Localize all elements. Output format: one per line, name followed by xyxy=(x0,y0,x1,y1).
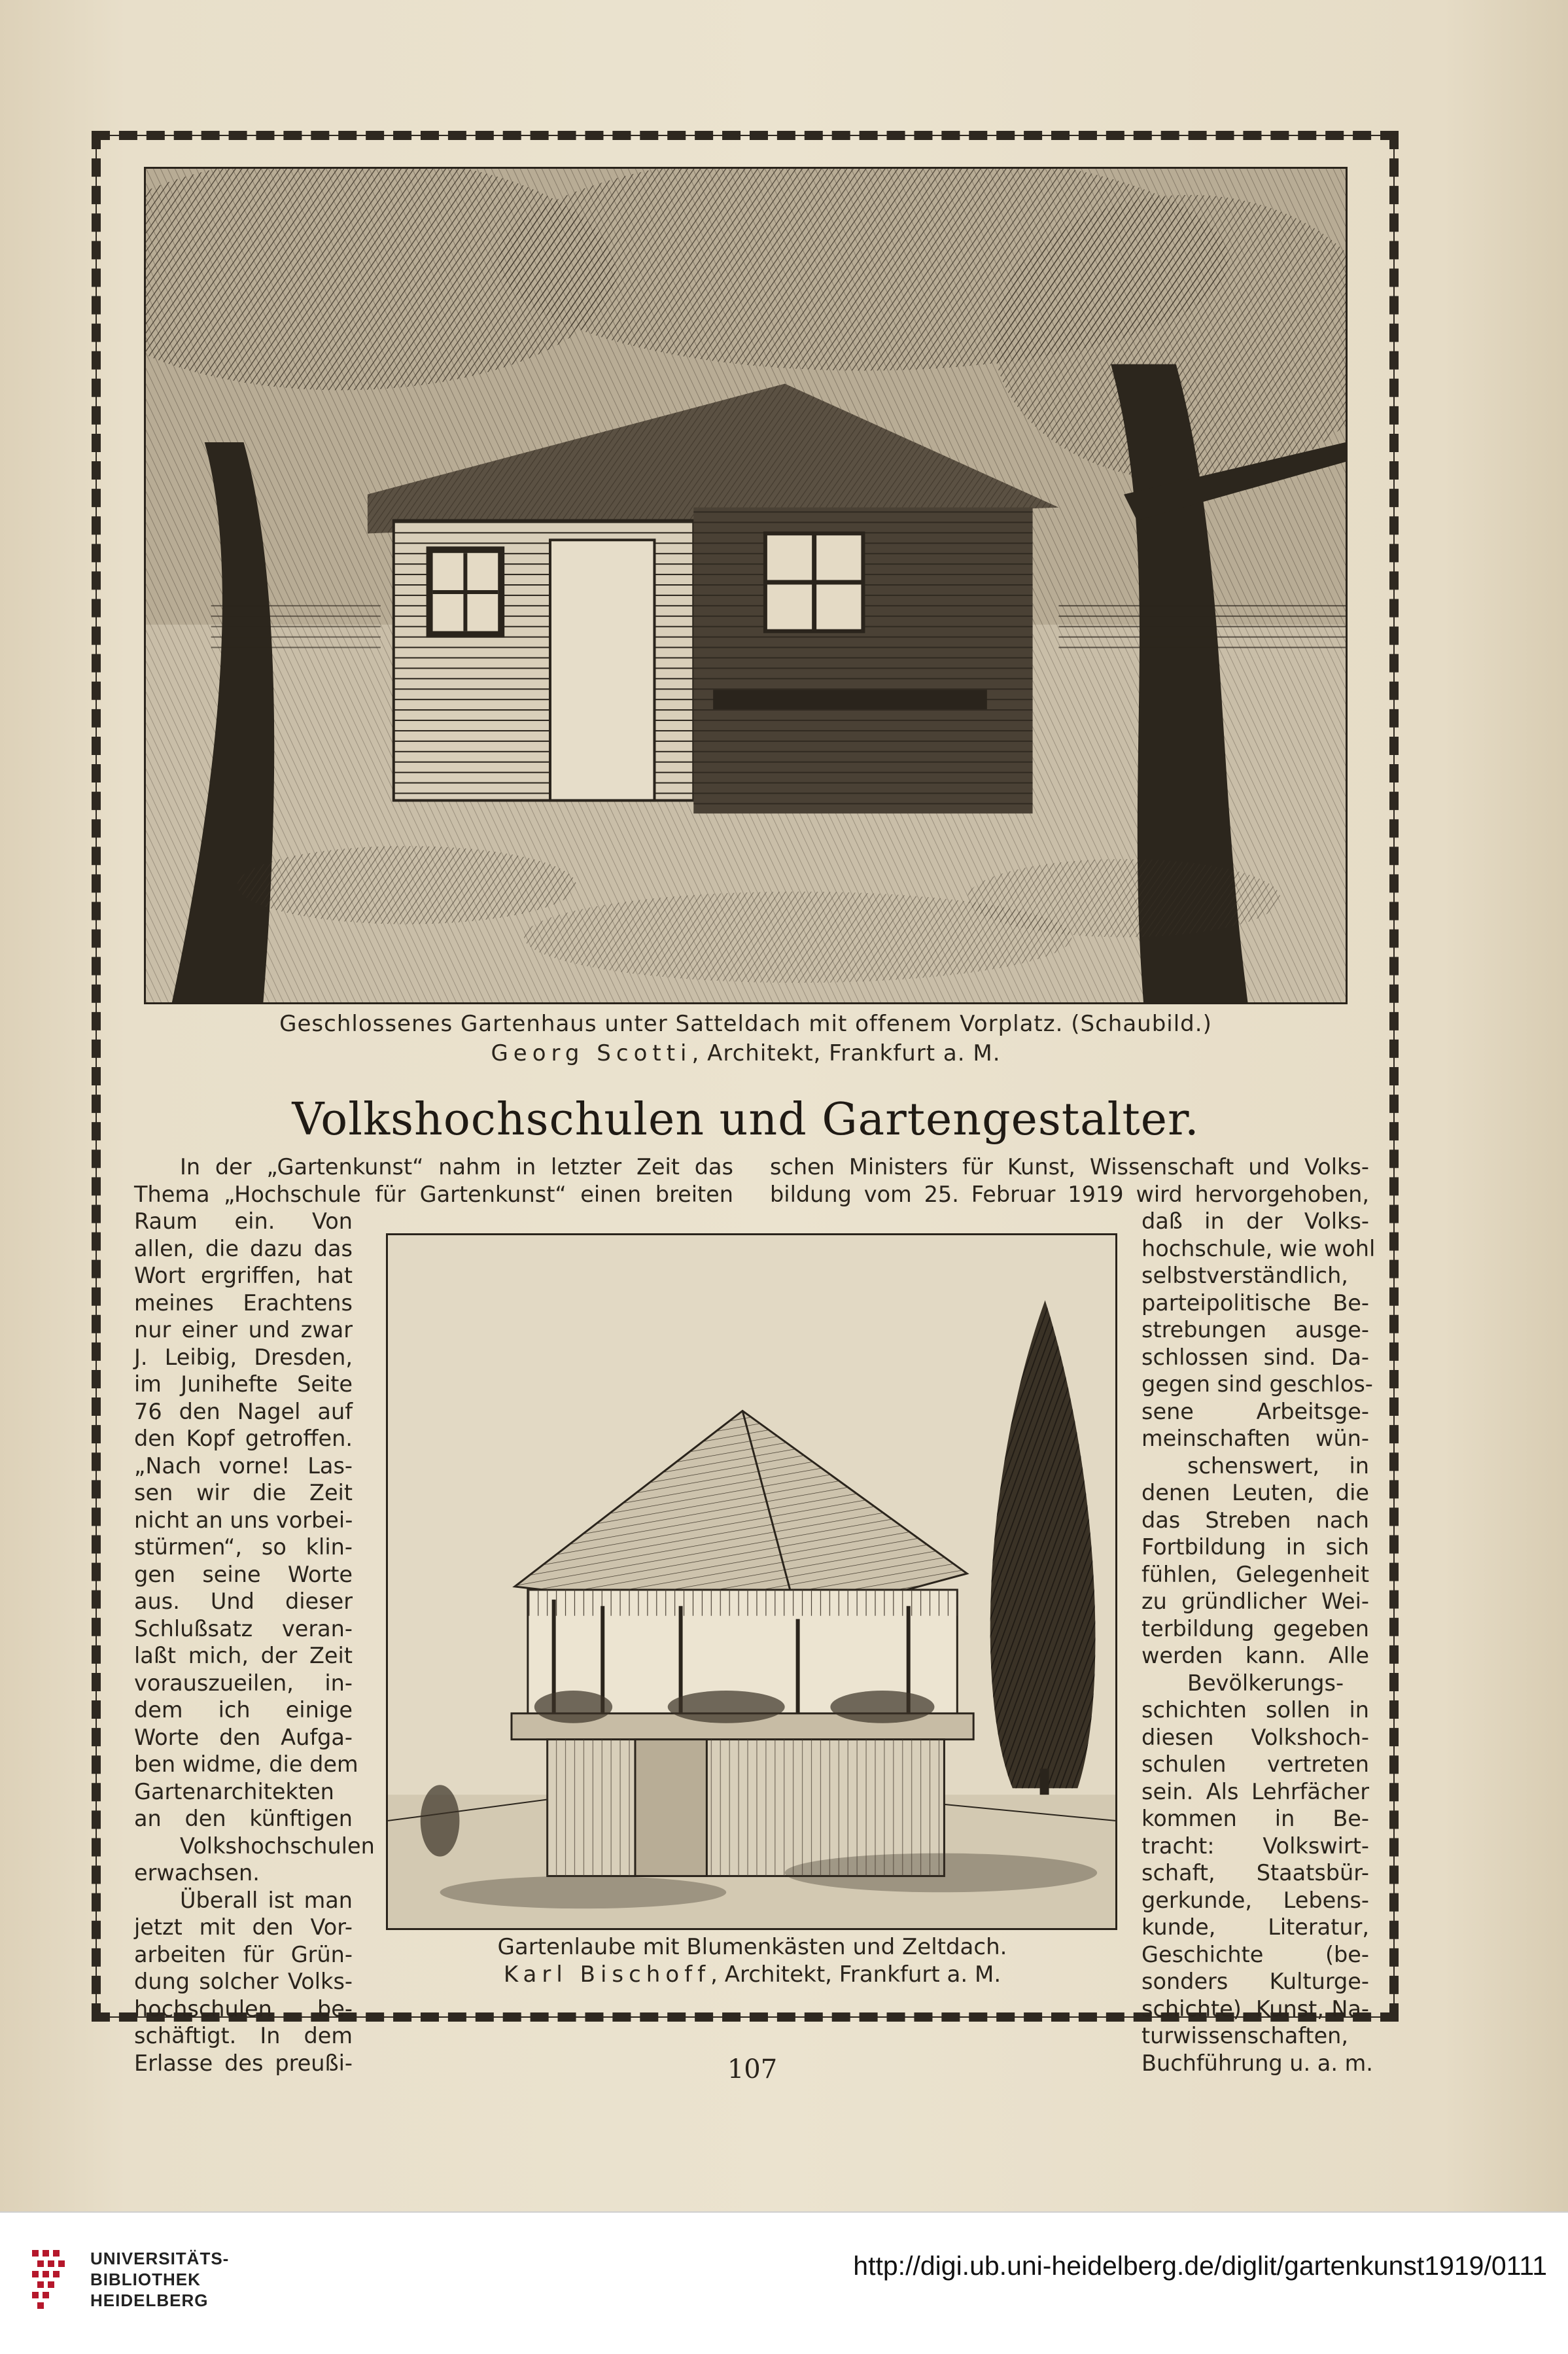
text-line: Bevölkerungs- xyxy=(1187,1670,1344,1696)
text-line: erwachsen. xyxy=(134,1860,260,1886)
figure1-architect-name: Georg Scotti xyxy=(491,1040,692,1066)
text-line: kunde, Literatur, xyxy=(1141,1914,1369,1940)
text-line: kommen in Be- xyxy=(1141,1806,1369,1831)
text-line: nicht an uns vorbei- xyxy=(134,1507,353,1533)
figure1-caption-credit xyxy=(144,1040,1348,1066)
figure2-architect-role: , Architekt, Frankfurt a. M. xyxy=(710,1961,1002,1988)
digitization-footer xyxy=(0,2211,1568,2354)
text-line: werden kann. Alle xyxy=(1141,1643,1369,1668)
figure2-caption-title: Gartenlaube mit Blumenkästen und Zeltdach. xyxy=(497,1934,1007,1960)
text-line: gen seine Worte xyxy=(134,1561,353,1587)
text-line: schaft, Staatsbür- xyxy=(1141,1860,1369,1886)
text-line: Buchführung u. a. m. xyxy=(1141,2050,1373,2076)
left-column-top-text xyxy=(134,1153,733,1208)
text-line: Thema „Hochschule für Gartenkunst“ einen breiten xyxy=(134,1181,733,1207)
text-line: vorauszueilen, in- xyxy=(134,1670,353,1696)
garden-house-illustration xyxy=(144,167,1348,1004)
university-library-logo-icon xyxy=(29,2247,75,2313)
text-line: nur einer und zwar xyxy=(134,1317,353,1343)
text-line: jetzt mit den Vor- xyxy=(134,1914,353,1940)
text-line: tracht: Volkswirt- xyxy=(1141,1833,1369,1859)
permalink-url[interactable]: http://digi.ub.uni-heidelberg.de/diglit/gartenkunst1919/0111 xyxy=(853,2251,1547,2281)
text-line: den Kopf getroffen. xyxy=(134,1426,353,1451)
text-line: gerkunde, Lebens- xyxy=(1141,1887,1369,1913)
page-number: 107 xyxy=(727,2054,778,2084)
text-line: Geschichte (be- xyxy=(1141,1941,1369,1967)
text-line: stürmen“, so klin- xyxy=(134,1534,353,1560)
text-line: schen Ministers für Kunst, Wissenschaft und Volks- xyxy=(770,1154,1369,1180)
text-line: Schlußsatz veran- xyxy=(134,1615,353,1642)
text-line: bildung vom 25. Februar 1919 wird hervorgehoben, xyxy=(770,1181,1369,1207)
text-line: sene Arbeitsge- xyxy=(1141,1398,1369,1424)
text-line: schulen vertreten xyxy=(1141,1751,1369,1777)
text-line: schlossen sind. Da- xyxy=(1141,1344,1369,1370)
text-line: terbildung gegeben xyxy=(1141,1615,1369,1642)
text-line: aus. Und dieser xyxy=(134,1589,353,1614)
text-line: sen wir die Zeit xyxy=(134,1480,353,1505)
text-line: schäftigt. In dem xyxy=(134,2023,353,2048)
text-line: J. Leibig, Dresden, xyxy=(134,1344,353,1370)
text-line: strebungen ausge- xyxy=(1141,1317,1369,1343)
text-line: „Nach vorne! Las- xyxy=(134,1452,353,1479)
text-line: Erlasse des preußi- xyxy=(134,2050,353,2076)
text-line: daß in der Volks- xyxy=(1141,1208,1369,1234)
text-line: dung solcher Volks- xyxy=(134,1969,353,1994)
text-line: 76 den Nagel auf xyxy=(134,1398,353,1424)
text-line: arbeiten für Grün- xyxy=(134,1941,353,1967)
text-line: Fortbildung in sich xyxy=(1141,1534,1369,1560)
text-line: ben widme, die dem xyxy=(134,1751,358,1777)
text-line: denen Leuten, die xyxy=(1141,1480,1369,1505)
text-line: Überall ist man xyxy=(180,1887,353,1913)
text-line: meinschaften wün- xyxy=(1141,1426,1369,1451)
figure1-architect-role: , Architekt, Frankfurt a. M. xyxy=(691,1040,1001,1066)
text-line: hochschulen be- xyxy=(134,1995,353,2022)
text-line: meines Erachtens xyxy=(134,1290,353,1316)
text-line: zu gründlicher Wei- xyxy=(1141,1589,1369,1614)
text-line: dem ich einige xyxy=(134,1697,353,1723)
text-line: fühlen, Gelegenheit xyxy=(1141,1561,1369,1587)
text-line: allen, die dazu das xyxy=(134,1235,353,1261)
text-line: sein. Als Lehrfächer xyxy=(1141,1778,1369,1804)
text-line: schichte), Kunst, Na- xyxy=(1141,1995,1369,2022)
text-line: diesen Volkshoch- xyxy=(1141,1724,1369,1750)
text-line: Volkshochschulen xyxy=(180,1833,375,1859)
text-line: parteipolitische Be- xyxy=(1141,1290,1369,1316)
text-line: Worte den Aufga- xyxy=(134,1724,353,1750)
figure1-caption-title: Geschlossenes Gartenhaus unter Satteldach mit offenem Vorplatz. (Schaubild.) xyxy=(279,1011,1212,1037)
text-line: gegen sind geschlos- xyxy=(1141,1371,1373,1397)
figure2-caption-credit xyxy=(366,1961,1138,1988)
text-line: selbstverständlich, xyxy=(1141,1263,1348,1288)
text-line: In der „Gartenkunst“ nahm in letzter Zeit das xyxy=(180,1154,733,1180)
article-heading: Volkshochschulen und Gartengestalter. xyxy=(292,1094,1200,1146)
library-name-line: BIBLIOTHEK xyxy=(90,2270,201,2289)
text-line: Raum ein. Von xyxy=(134,1208,353,1234)
text-line: Wort ergriffen, hat xyxy=(134,1263,353,1288)
text-line: das Streben nach xyxy=(1141,1507,1369,1533)
left-column-text xyxy=(134,1208,375,2077)
text-line: turwissenschaften, xyxy=(1141,2023,1349,2048)
text-line: im Junihefte Seite xyxy=(134,1371,353,1397)
figure2-architect-name: Karl Bischoff xyxy=(503,1961,711,1988)
garden-pavilion-illustration xyxy=(386,1233,1117,1930)
right-column-top-text xyxy=(770,1153,1369,1208)
library-name-line: HEIDELBERG xyxy=(90,2291,209,2310)
right-column-text xyxy=(1141,1208,1376,2077)
text-line: sonders Kulturge- xyxy=(1141,1969,1369,1994)
text-line: laßt mich, der Zeit xyxy=(134,1643,353,1668)
text-line: Gartenarchitekten xyxy=(134,1778,334,1804)
library-name-line: UNIVERSITÄTS- xyxy=(90,2249,230,2268)
text-line: schenswert, in xyxy=(1187,1452,1369,1479)
text-line: hochschule, wie wohl xyxy=(1141,1235,1376,1261)
text-line: an den künftigen xyxy=(134,1806,353,1831)
text-line: schichten sollen in xyxy=(1141,1697,1369,1723)
